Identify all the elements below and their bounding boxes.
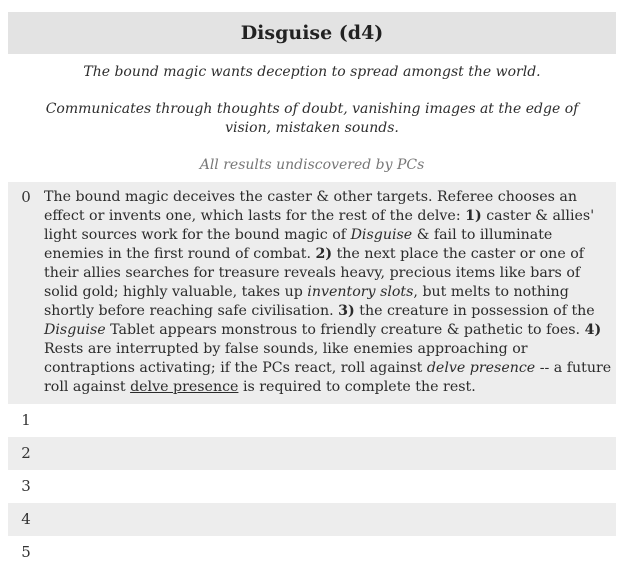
text-part: the creature in possession of the: [354, 303, 595, 319]
result-text: [44, 404, 616, 437]
result-row-3: [8, 470, 616, 503]
result-number: 1: [21, 411, 31, 429]
result-text: [44, 503, 616, 536]
text-part: & fail to illuminate enemies in the first round of combat.: [44, 227, 553, 262]
option-number: 4): [584, 322, 602, 338]
rules-term: delve presence: [426, 360, 536, 376]
result-text: [44, 437, 616, 470]
option-number: 3): [338, 303, 355, 319]
text-part: -- a future roll against: [44, 360, 612, 395]
discovery-status: All results undiscovered by PCs: [199, 157, 425, 173]
text-part: Rests are interrupted by false sounds, like enemies approaching or contraptions activating; if the PCs react, roll against: [44, 341, 528, 376]
result-text: [44, 470, 616, 503]
result-row-1: [8, 404, 616, 437]
description-wants: The bound magic wants deception to spread amongst the world.: [83, 64, 541, 80]
option-number: 2): [315, 246, 333, 262]
title-bar: [8, 12, 616, 54]
result-number: 0: [21, 188, 31, 206]
rules-term: inventory slots: [307, 284, 414, 300]
text-part: the next place the caster or one of their allies searches for treasure reveals heavy, precious items like bars of solid gold; highly valuable, takes up: [44, 246, 585, 300]
tablet-name: Disguise: [350, 227, 413, 243]
result-row-4: [8, 503, 616, 536]
delve-presence-link[interactable]: delve presence: [130, 379, 239, 395]
table-title: Disguise (d4): [240, 22, 384, 44]
result-number: 4: [21, 510, 31, 528]
text-part: is required to complete the rest.: [238, 379, 476, 395]
results-card: [8, 12, 616, 569]
result-text: [44, 182, 616, 404]
description-communicates: Communicates through thoughts of doubt, vanishing images at the edge of vision, mistaken sounds.: [45, 101, 579, 136]
result-row-0: [8, 182, 616, 404]
tablet-name: Disguise: [44, 322, 106, 338]
text-part: Tablet appears monstrous to friendly creature & pathetic to foes.: [105, 322, 585, 338]
result-row-5: [8, 536, 616, 569]
text-part: , but melts to nothing shortly before reaching safe civilisation.: [44, 284, 569, 319]
results-table: [8, 182, 616, 569]
option-number: 1): [465, 208, 482, 224]
text-part: The bound magic deceives the caster & other targets. Referee chooses an effect or invents one, which lasts for the rest of the delve:: [44, 189, 578, 224]
result-number: 2: [21, 444, 31, 462]
result-number: 5: [21, 543, 31, 561]
text-part: caster & allies' light sources work for the bound magic of: [44, 208, 595, 243]
result-number: 3: [21, 477, 31, 495]
result-row-2: [8, 437, 616, 470]
result-text: [44, 536, 616, 569]
